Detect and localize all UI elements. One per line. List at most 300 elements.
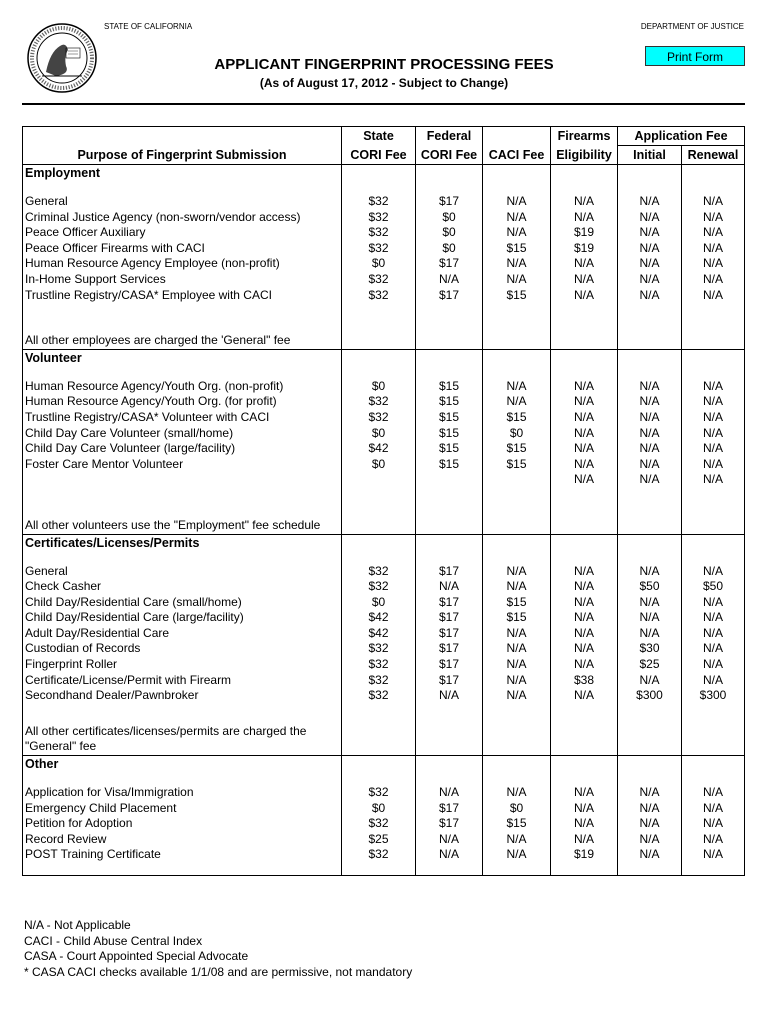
firearms-cell: N/A xyxy=(551,564,618,580)
renewal-fee-cell: N/A xyxy=(682,241,745,257)
caci-fee-cell: N/A xyxy=(483,225,551,241)
firearms-cell: N/A xyxy=(551,272,618,288)
state-cori-cell: $32 xyxy=(342,816,416,832)
department-label: DEPARTMENT OF JUSTICE xyxy=(640,22,744,31)
state-cori-cell: $32 xyxy=(342,641,416,657)
caci-fee-cell: $0 xyxy=(483,801,551,817)
table-row xyxy=(23,641,745,657)
spacer-cell xyxy=(682,863,745,876)
renewal-fee-cell: N/A xyxy=(682,272,745,288)
section-header-cell xyxy=(416,165,483,183)
state-cori-cell: $32 xyxy=(342,579,416,595)
spacer-cell xyxy=(483,367,551,379)
firearms-cell: N/A xyxy=(551,426,618,442)
spacer-cell xyxy=(618,182,682,194)
state-cori-cell: $32 xyxy=(342,272,416,288)
header-purpose: Purpose of Fingerprint Submission xyxy=(23,146,342,165)
caci-fee-cell: $15 xyxy=(483,288,551,304)
note-cell xyxy=(551,333,618,349)
section-header-cell xyxy=(618,534,682,552)
section-note: "General" fee xyxy=(23,739,342,755)
caci-fee-cell: $15 xyxy=(483,410,551,426)
purpose-cell: Child Day Care Volunteer (large/facility) xyxy=(23,441,342,457)
purpose-cell: Foster Care Mentor Volunteer xyxy=(23,457,342,473)
note-cell xyxy=(416,724,483,740)
purpose-cell: Child Day/Residential Care (large/facility) xyxy=(23,610,342,626)
renewal-fee-cell: N/A xyxy=(682,288,745,304)
caci-fee-cell: N/A xyxy=(483,688,551,704)
caci-fee-cell: $15 xyxy=(483,595,551,611)
note-cell xyxy=(551,739,618,755)
federal-cori-cell: $15 xyxy=(416,394,483,410)
caci-fee-cell: N/A xyxy=(483,832,551,848)
initial-fee-cell: N/A xyxy=(618,272,682,288)
initial-fee-cell: N/A xyxy=(618,194,682,210)
table-row xyxy=(23,847,745,863)
spacer-cell xyxy=(23,704,342,724)
renewal-fee-cell: N/A xyxy=(682,410,745,426)
federal-cori-cell: $17 xyxy=(416,194,483,210)
purpose-cell: In-Home Support Services xyxy=(23,272,342,288)
state-cori-cell: $0 xyxy=(342,256,416,272)
spacer-cell xyxy=(618,367,682,379)
initial-fee-cell: N/A xyxy=(618,801,682,817)
spacer-cell xyxy=(682,704,745,724)
purpose-cell: Peace Officer Auxiliary xyxy=(23,225,342,241)
state-cori-cell xyxy=(342,472,416,488)
header-federal-cori: CORI Fee xyxy=(416,146,483,165)
footnote-line: * CASA CACI checks available 1/1/08 and are permissive, not mandatory xyxy=(24,964,413,979)
spacer-row xyxy=(23,552,745,564)
table-row xyxy=(23,441,745,457)
state-cori-cell: $0 xyxy=(342,595,416,611)
note-cell xyxy=(342,518,416,534)
purpose-cell: Custodian of Records xyxy=(23,641,342,657)
firearms-cell: N/A xyxy=(551,441,618,457)
renewal-fee-cell: N/A xyxy=(682,595,745,611)
spacer-cell xyxy=(483,182,551,194)
purpose-cell: Trustline Registry/CASA* Employee with CACI xyxy=(23,288,342,304)
header-initial: Initial xyxy=(618,146,682,165)
initial-fee-cell: N/A xyxy=(618,241,682,257)
table-row xyxy=(23,564,745,580)
spacer-row xyxy=(23,488,745,518)
table-row xyxy=(23,688,745,704)
federal-cori-cell: N/A xyxy=(416,785,483,801)
page-title: APPLICANT FINGERPRINT PROCESSING FEES xyxy=(214,56,554,73)
spacer-cell xyxy=(682,552,745,564)
note-cell xyxy=(682,333,745,349)
section-title: Other xyxy=(23,756,342,774)
renewal-fee-cell: $50 xyxy=(682,579,745,595)
caci-fee-cell: $15 xyxy=(483,816,551,832)
table-row xyxy=(23,626,745,642)
firearms-cell: N/A xyxy=(551,801,618,817)
fees-table-body xyxy=(23,165,745,876)
federal-cori-cell: $17 xyxy=(416,673,483,689)
spacer-cell xyxy=(551,303,618,333)
note-cell xyxy=(682,518,745,534)
section-header-cell xyxy=(682,756,745,774)
table-row xyxy=(23,241,745,257)
table-row xyxy=(23,210,745,226)
note-cell xyxy=(618,333,682,349)
state-cori-cell: $42 xyxy=(342,626,416,642)
section-header-row xyxy=(23,165,745,183)
purpose-cell: Record Review xyxy=(23,832,342,848)
spacer-cell xyxy=(618,863,682,876)
renewal-fee-cell: N/A xyxy=(682,256,745,272)
firearms-cell: $19 xyxy=(551,847,618,863)
firearms-cell: N/A xyxy=(551,194,618,210)
spacer-cell xyxy=(416,182,483,194)
renewal-fee-cell: N/A xyxy=(682,564,745,580)
header-firearms-eligibility: Eligibility xyxy=(551,146,618,165)
renewal-fee-cell: $300 xyxy=(682,688,745,704)
spacer-cell xyxy=(23,773,342,785)
table-row xyxy=(23,457,745,473)
state-cori-cell: $0 xyxy=(342,379,416,395)
initial-fee-cell: N/A xyxy=(618,225,682,241)
initial-fee-cell: $30 xyxy=(618,641,682,657)
renewal-fee-cell: N/A xyxy=(682,832,745,848)
federal-cori-cell: $15 xyxy=(416,410,483,426)
initial-fee-cell: N/A xyxy=(618,673,682,689)
table-row xyxy=(23,410,745,426)
caci-fee-cell: N/A xyxy=(483,564,551,580)
caci-fee-cell: N/A xyxy=(483,626,551,642)
spacer-cell xyxy=(342,704,416,724)
table-row xyxy=(23,288,745,304)
firearms-cell: $19 xyxy=(551,225,618,241)
header-federal: Federal xyxy=(416,127,483,146)
federal-cori-cell: N/A xyxy=(416,579,483,595)
purpose-cell: Human Resource Agency Employee (non-profit) xyxy=(23,256,342,272)
caci-fee-cell: N/A xyxy=(483,657,551,673)
print-form-button[interactable]: Print Form xyxy=(645,46,745,66)
table-row xyxy=(23,816,745,832)
table-row xyxy=(23,194,745,210)
initial-fee-cell: N/A xyxy=(618,847,682,863)
spacer-cell xyxy=(551,704,618,724)
caci-fee-cell: $15 xyxy=(483,441,551,457)
caci-fee-cell: N/A xyxy=(483,194,551,210)
renewal-fee-cell: N/A xyxy=(682,785,745,801)
federal-cori-cell xyxy=(416,472,483,488)
spacer-row xyxy=(23,773,745,785)
section-header-cell xyxy=(551,165,618,183)
note-cell xyxy=(682,724,745,740)
note-cell xyxy=(483,518,551,534)
renewal-fee-cell: N/A xyxy=(682,801,745,817)
renewal-fee-cell: N/A xyxy=(682,472,745,488)
spacer-cell xyxy=(416,552,483,564)
purpose-cell: General xyxy=(23,564,342,580)
spacer-cell xyxy=(342,488,416,518)
section-header-cell xyxy=(342,756,416,774)
federal-cori-cell: $17 xyxy=(416,816,483,832)
federal-cori-cell: N/A xyxy=(416,688,483,704)
purpose-cell: General xyxy=(23,194,342,210)
firearms-cell: N/A xyxy=(551,610,618,626)
header-application-fee: Application Fee xyxy=(618,127,745,146)
spacer-cell xyxy=(618,552,682,564)
caci-fee-cell: N/A xyxy=(483,641,551,657)
note-cell xyxy=(416,518,483,534)
spacer-row xyxy=(23,704,745,724)
federal-cori-cell: $0 xyxy=(416,225,483,241)
section-header-cell xyxy=(618,349,682,367)
firearms-cell: N/A xyxy=(551,579,618,595)
section-header-cell xyxy=(551,534,618,552)
note-cell xyxy=(618,724,682,740)
initial-fee-cell: N/A xyxy=(618,379,682,395)
caci-fee-cell: N/A xyxy=(483,579,551,595)
section-header-cell xyxy=(618,756,682,774)
firearms-cell: N/A xyxy=(551,379,618,395)
spacer-cell xyxy=(483,303,551,333)
initial-fee-cell: N/A xyxy=(618,457,682,473)
spacer-row xyxy=(23,182,745,194)
state-cori-cell: $32 xyxy=(342,210,416,226)
purpose-cell: Trustline Registry/CASA* Volunteer with CACI xyxy=(23,410,342,426)
header-firearms: Firearms xyxy=(551,127,618,146)
spacer-cell xyxy=(682,773,745,785)
firearms-cell: N/A xyxy=(551,210,618,226)
firearms-cell: $19 xyxy=(551,241,618,257)
state-cori-cell: $42 xyxy=(342,441,416,457)
section-header-cell xyxy=(416,349,483,367)
spacer-cell xyxy=(342,303,416,333)
table-row xyxy=(23,256,745,272)
spacer-cell xyxy=(682,303,745,333)
table-row xyxy=(23,801,745,817)
section-header-cell xyxy=(551,756,618,774)
purpose-cell: Criminal Justice Agency (non-sworn/vendor access) xyxy=(23,210,342,226)
federal-cori-cell: $17 xyxy=(416,610,483,626)
section-header-cell xyxy=(483,165,551,183)
spacer-cell xyxy=(342,863,416,876)
state-cori-cell: $0 xyxy=(342,801,416,817)
table-row xyxy=(23,657,745,673)
purpose-cell: Human Resource Agency/Youth Org. (non-profit) xyxy=(23,379,342,395)
table-row xyxy=(23,225,745,241)
federal-cori-cell: $17 xyxy=(416,288,483,304)
state-cori-cell: $0 xyxy=(342,426,416,442)
spacer-cell xyxy=(342,182,416,194)
federal-cori-cell: N/A xyxy=(416,847,483,863)
caci-fee-cell: $0 xyxy=(483,426,551,442)
note-cell xyxy=(483,724,551,740)
spacer-cell xyxy=(23,488,342,518)
spacer-cell xyxy=(342,552,416,564)
section-header-cell xyxy=(342,349,416,367)
footnotes xyxy=(24,918,412,980)
federal-cori-cell: $17 xyxy=(416,595,483,611)
purpose-cell: Fingerprint Roller xyxy=(23,657,342,673)
state-cori-cell: $25 xyxy=(342,832,416,848)
caci-fee-cell xyxy=(483,472,551,488)
renewal-fee-cell: N/A xyxy=(682,673,745,689)
purpose-cell: Emergency Child Placement xyxy=(23,801,342,817)
initial-fee-cell: N/A xyxy=(618,210,682,226)
section-header-row xyxy=(23,756,745,774)
table-row xyxy=(23,832,745,848)
note-cell xyxy=(618,518,682,534)
spacer-cell xyxy=(416,367,483,379)
section-note: All other employees are charged the 'General" fee xyxy=(23,333,342,349)
spacer-cell xyxy=(416,704,483,724)
spacer-row xyxy=(23,863,745,876)
spacer-cell xyxy=(551,773,618,785)
purpose-cell: Adult Day/Residential Care xyxy=(23,626,342,642)
caci-fee-cell: N/A xyxy=(483,210,551,226)
spacer-cell xyxy=(483,773,551,785)
state-cori-cell: $32 xyxy=(342,194,416,210)
firearms-cell: N/A xyxy=(551,641,618,657)
table-row xyxy=(23,595,745,611)
note-cell xyxy=(416,333,483,349)
spacer-cell xyxy=(483,552,551,564)
spacer-cell xyxy=(23,552,342,564)
firearms-cell: N/A xyxy=(551,595,618,611)
federal-cori-cell: $17 xyxy=(416,564,483,580)
firearms-cell: N/A xyxy=(551,816,618,832)
table-row xyxy=(23,579,745,595)
renewal-fee-cell: N/A xyxy=(682,225,745,241)
spacer-row xyxy=(23,367,745,379)
purpose-cell xyxy=(23,472,342,488)
firearms-cell: N/A xyxy=(551,410,618,426)
spacer-cell xyxy=(23,303,342,333)
caci-fee-cell: $15 xyxy=(483,241,551,257)
table-row xyxy=(23,472,745,488)
initial-fee-cell: N/A xyxy=(618,288,682,304)
spacer-cell xyxy=(416,773,483,785)
section-header-cell xyxy=(342,534,416,552)
firearms-cell: N/A xyxy=(551,288,618,304)
section-note-row xyxy=(23,333,745,349)
purpose-cell: Child Day/Residential Care (small/home) xyxy=(23,595,342,611)
spacer-cell xyxy=(551,488,618,518)
section-header-cell xyxy=(483,534,551,552)
renewal-fee-cell: N/A xyxy=(682,194,745,210)
spacer-cell xyxy=(682,488,745,518)
state-cori-cell: $32 xyxy=(342,847,416,863)
federal-cori-cell: $15 xyxy=(416,441,483,457)
note-cell xyxy=(483,739,551,755)
spacer-cell xyxy=(483,488,551,518)
spacer-cell xyxy=(416,863,483,876)
note-cell xyxy=(342,724,416,740)
note-cell xyxy=(682,739,745,755)
spacer-cell xyxy=(342,773,416,785)
spacer-cell xyxy=(416,488,483,518)
state-cori-cell: $32 xyxy=(342,241,416,257)
initial-fee-cell: N/A xyxy=(618,626,682,642)
caci-fee-cell: N/A xyxy=(483,394,551,410)
spacer-cell xyxy=(618,488,682,518)
table-row xyxy=(23,272,745,288)
caci-fee-cell: N/A xyxy=(483,379,551,395)
section-note: All other certificates/licenses/permits are charged the xyxy=(23,724,342,740)
spacer-cell xyxy=(23,367,342,379)
initial-fee-cell: N/A xyxy=(618,410,682,426)
note-cell xyxy=(618,739,682,755)
initial-fee-cell: N/A xyxy=(618,441,682,457)
spacer-cell xyxy=(618,773,682,785)
renewal-fee-cell: N/A xyxy=(682,641,745,657)
note-cell xyxy=(483,333,551,349)
purpose-cell: Certificate/License/Permit with Firearm xyxy=(23,673,342,689)
caci-fee-cell: N/A xyxy=(483,256,551,272)
renewal-fee-cell: N/A xyxy=(682,379,745,395)
section-header-cell xyxy=(483,349,551,367)
spacer-row xyxy=(23,303,745,333)
initial-fee-cell: N/A xyxy=(618,394,682,410)
firearms-cell: N/A xyxy=(551,394,618,410)
section-note-row xyxy=(23,724,745,740)
page-subtitle: (As of August 17, 2012 - Subject to Change) xyxy=(259,76,509,90)
spacer-cell xyxy=(682,367,745,379)
section-header-row xyxy=(23,349,745,367)
purpose-cell: Human Resource Agency/Youth Org. (for profit) xyxy=(23,394,342,410)
federal-cori-cell: $17 xyxy=(416,256,483,272)
section-note-row xyxy=(23,518,745,534)
renewal-fee-cell: N/A xyxy=(682,441,745,457)
section-title: Certificates/Licenses/Permits xyxy=(23,534,342,552)
initial-fee-cell: N/A xyxy=(618,785,682,801)
note-cell xyxy=(551,518,618,534)
state-cori-cell: $32 xyxy=(342,394,416,410)
section-header-cell xyxy=(682,534,745,552)
table-row xyxy=(23,394,745,410)
renewal-fee-cell: N/A xyxy=(682,426,745,442)
state-cori-cell: $32 xyxy=(342,410,416,426)
caci-fee-cell: $15 xyxy=(483,610,551,626)
federal-cori-cell: $15 xyxy=(416,379,483,395)
firearms-cell: N/A xyxy=(551,688,618,704)
spacer-cell xyxy=(342,367,416,379)
spacer-cell xyxy=(682,182,745,194)
firearms-cell: N/A xyxy=(551,785,618,801)
renewal-fee-cell: N/A xyxy=(682,394,745,410)
table-row xyxy=(23,673,745,689)
purpose-cell: POST Training Certificate xyxy=(23,847,342,863)
footnote-line: N/A - Not Applicable xyxy=(24,918,131,932)
state-cori-cell: $42 xyxy=(342,610,416,626)
state-cori-cell: $32 xyxy=(342,785,416,801)
spacer-cell xyxy=(551,182,618,194)
spacer-cell xyxy=(551,552,618,564)
federal-cori-cell: $17 xyxy=(416,801,483,817)
section-title: Employment xyxy=(23,165,342,183)
section-note: All other volunteers use the "Employment" fee schedule xyxy=(23,518,342,534)
state-cori-cell: $32 xyxy=(342,657,416,673)
firearms-cell: N/A xyxy=(551,472,618,488)
fees-table xyxy=(22,126,745,876)
caci-fee-cell: N/A xyxy=(483,673,551,689)
state-cori-cell: $32 xyxy=(342,688,416,704)
table-row xyxy=(23,379,745,395)
initial-fee-cell: N/A xyxy=(618,595,682,611)
header-purpose-spacer xyxy=(23,127,342,146)
initial-fee-cell: $25 xyxy=(618,657,682,673)
section-header-row xyxy=(23,534,745,552)
federal-cori-cell: $17 xyxy=(416,657,483,673)
note-cell xyxy=(342,333,416,349)
initial-fee-cell: N/A xyxy=(618,256,682,272)
